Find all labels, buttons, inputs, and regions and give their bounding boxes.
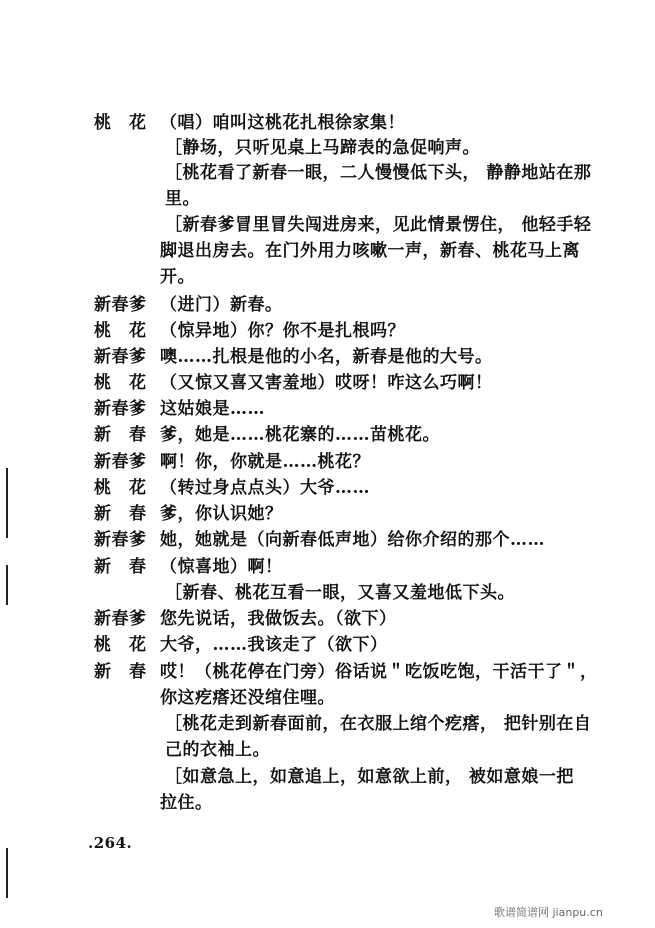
direction-text: 你这疙瘩还没绾住哩。: [160, 688, 335, 708]
speaker-name: 新 春: [94, 425, 147, 445]
speaker-name: 新春爹: [94, 452, 147, 472]
dialogue-text: （惊异地）你？你不是扎根吗？: [160, 321, 405, 341]
speaker-name: 新 春: [94, 504, 147, 524]
page-number: .264.: [88, 834, 133, 852]
direction-text: 脚退出房去。在门外用力咳嗽一声，新春、桃花马上离: [160, 241, 580, 261]
dialogue-text: 您先说话，我做饭去。（欲下）: [160, 609, 397, 629]
dialogue-text: 爹，她是……桃花寨的……苗桃花。: [160, 425, 440, 445]
binding-mark: [6, 468, 8, 538]
dialogue-text: 这姑娘是……: [160, 399, 265, 419]
speaker-name: 新春爹: [94, 295, 147, 315]
speaker-name: 桃 花: [94, 113, 147, 133]
direction-text: ［新春爹冒里冒失闯进房来，见此情景愣住， 他轻手轻: [165, 215, 592, 235]
watermark: 歌谱简谱网 jianpu.cn: [494, 906, 603, 919]
speaker-name: 新春爹: [94, 530, 147, 550]
direction-text: 拉住。: [160, 793, 213, 813]
dialogue-text: （唱）咱叫这桃花扎根徐家集！: [160, 113, 405, 133]
dialogue-text: （惊喜地）啊！: [160, 557, 283, 577]
direction-text: ［如意急上，如意追上，如意欲上前， 被如意娘一把: [165, 767, 574, 787]
speaker-name: 新 春: [94, 557, 147, 577]
speaker-name: 新春爹: [94, 609, 147, 629]
speaker-name: 桃 花: [94, 635, 147, 655]
binding-mark: [6, 848, 8, 898]
speaker-name: 新 春: [94, 662, 147, 682]
dialogue-text: 大爷，……我该走了（欲下）: [160, 635, 388, 655]
dialogue-text: 哎！（桃花停在门旁）俗话说＂吃饭吃饱，干活干了＂，: [160, 662, 598, 682]
dialogue-text: （转过身点点头）大爷……: [160, 478, 370, 498]
dialogue-text: （又惊又喜又害羞地）哎呀！咋这么巧啊！: [160, 373, 493, 393]
speaker-name: 新春爹: [94, 347, 147, 367]
direction-text: ［新春、桃花互看一眼，又喜又羞地低下头。: [165, 583, 515, 603]
dialogue-text: 噢……扎根是他的小名，新春是他的大号。: [160, 347, 493, 367]
dialogue-text: 爹，你认识她？: [160, 504, 283, 524]
speaker-name: 桃 花: [94, 321, 147, 341]
speaker-name: 桃 花: [94, 478, 147, 498]
dialogue-text: 她，她就是（向新春低声地）给你介绍的那个……: [160, 530, 545, 550]
direction-text: 开。: [160, 267, 195, 287]
binding-mark: [6, 565, 8, 605]
dialogue-text: 啊！你，你就是……桃花？: [160, 452, 370, 472]
direction-text: ［桃花走到新春面前，在衣服上绾个疙瘩， 把针别在自: [165, 714, 592, 734]
speaker-name: 新春爹: [94, 399, 147, 419]
speaker-name: 桃 花: [94, 373, 147, 393]
direction-text: 己的衣袖上。: [165, 740, 270, 760]
direction-text: ［桃花看了新春一眼，二人慢慢低下头， 静静地站在那: [165, 163, 592, 183]
direction-text: 里。: [165, 189, 200, 209]
direction-text: ［静场，只听见桌上马蹄表的急促响声。: [165, 138, 480, 158]
dialogue-text: （进门）新春。: [160, 295, 283, 315]
